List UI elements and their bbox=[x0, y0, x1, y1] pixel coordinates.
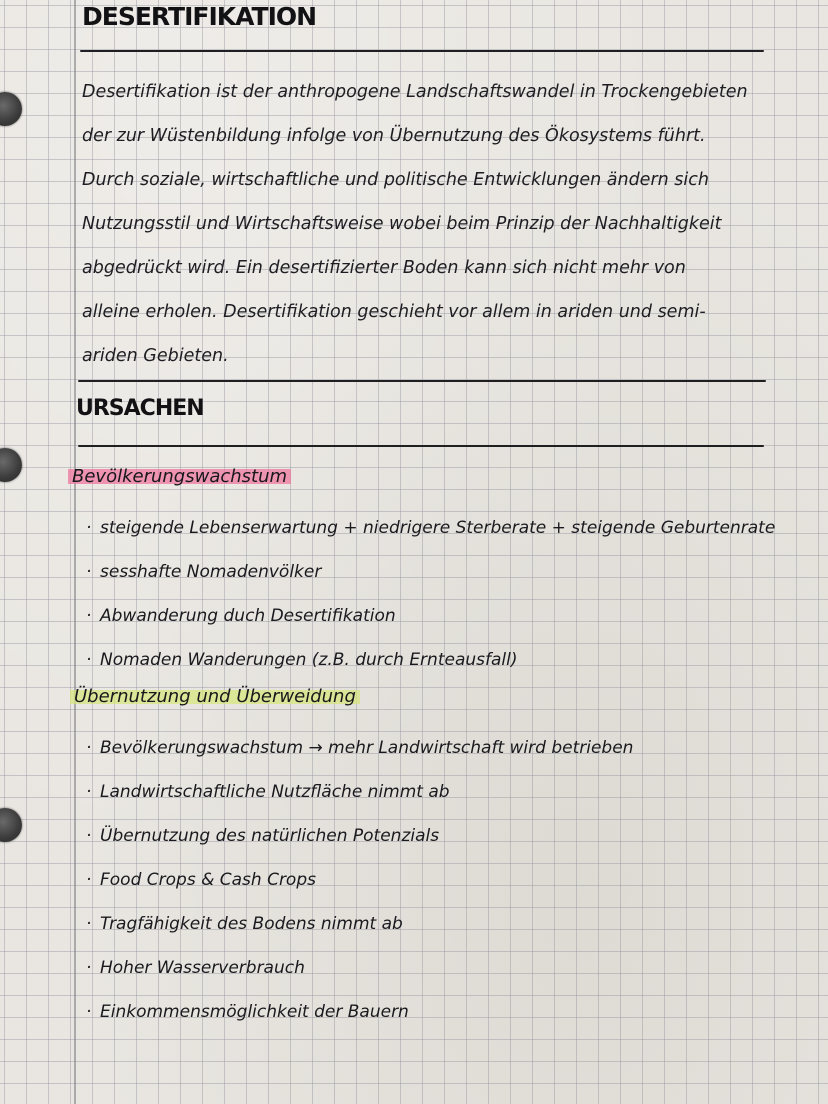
binder-hole bbox=[0, 92, 22, 126]
list-item: · Bevölkerungswachstum → mehr Landwirtschaft wird betrieben bbox=[86, 738, 634, 758]
subheading-bevoelkerungswachstum: Bevölkerungswachstum bbox=[68, 466, 291, 487]
definition-line: Durch soziale, wirtschaftliche und politische Entwicklungen ändern sich bbox=[82, 170, 709, 190]
subheading-uebernutzung: Übernutzung und Überweidung bbox=[70, 686, 360, 707]
list-item: · sesshafte Nomadenvölker bbox=[86, 562, 322, 582]
binder-hole bbox=[0, 448, 22, 482]
definition-line: abgedrückt wird. Ein desertifizierter Boden kann sich nicht mehr von bbox=[82, 258, 686, 278]
list-item: · Einkommensmöglichkeit der Bauern bbox=[86, 1002, 409, 1022]
definition-line: Desertifikation ist der anthropogene Landschaftswandel in Trockengebieten bbox=[82, 82, 748, 102]
title-underline bbox=[80, 50, 764, 52]
section-heading-underline bbox=[78, 445, 764, 447]
definition-line: alleine erholen. Desertifikation geschieht vor allem in ariden und semi- bbox=[82, 302, 706, 322]
section-divider bbox=[78, 380, 766, 382]
definition-paragraph bbox=[82, 70, 772, 378]
list-item: · Tragfähigkeit des Bodens nimmt ab bbox=[86, 914, 403, 934]
bullet-list-uebernutzung bbox=[86, 726, 633, 1034]
list-item: · Übernutzung des natürlichen Potenzials bbox=[86, 826, 440, 846]
list-item: · steigende Lebenserwartung + niedrigere Sterberate + steigende Geburtenrate bbox=[86, 518, 776, 538]
bullet-list-bevoelkerungswachstum bbox=[86, 506, 775, 682]
list-item: · Nomaden Wanderungen (z.B. durch Ernteausfall) bbox=[86, 650, 518, 670]
definition-line: der zur Wüstenbildung infolge von Übernutzung des Ökosystems führt. bbox=[82, 126, 706, 146]
definition-line: ariden Gebieten. bbox=[82, 346, 229, 366]
notebook-margin-line bbox=[74, 0, 76, 1104]
definition-line: Nutzungsstil und Wirtschaftsweise wobei beim Prinzip der Nachhaltigkeit bbox=[82, 214, 722, 234]
list-item: · Abwanderung duch Desertifikation bbox=[86, 606, 396, 626]
list-item: · Landwirtschaftliche Nutzfläche nimmt ab bbox=[86, 782, 450, 802]
binder-hole bbox=[0, 808, 22, 842]
list-item: · Hoher Wasserverbrauch bbox=[86, 958, 305, 978]
section-heading-ursachen: URSACHEN bbox=[76, 396, 204, 421]
list-item: · Food Crops & Cash Crops bbox=[86, 870, 316, 890]
page-title: DESERTIFIKATION bbox=[82, 2, 317, 31]
